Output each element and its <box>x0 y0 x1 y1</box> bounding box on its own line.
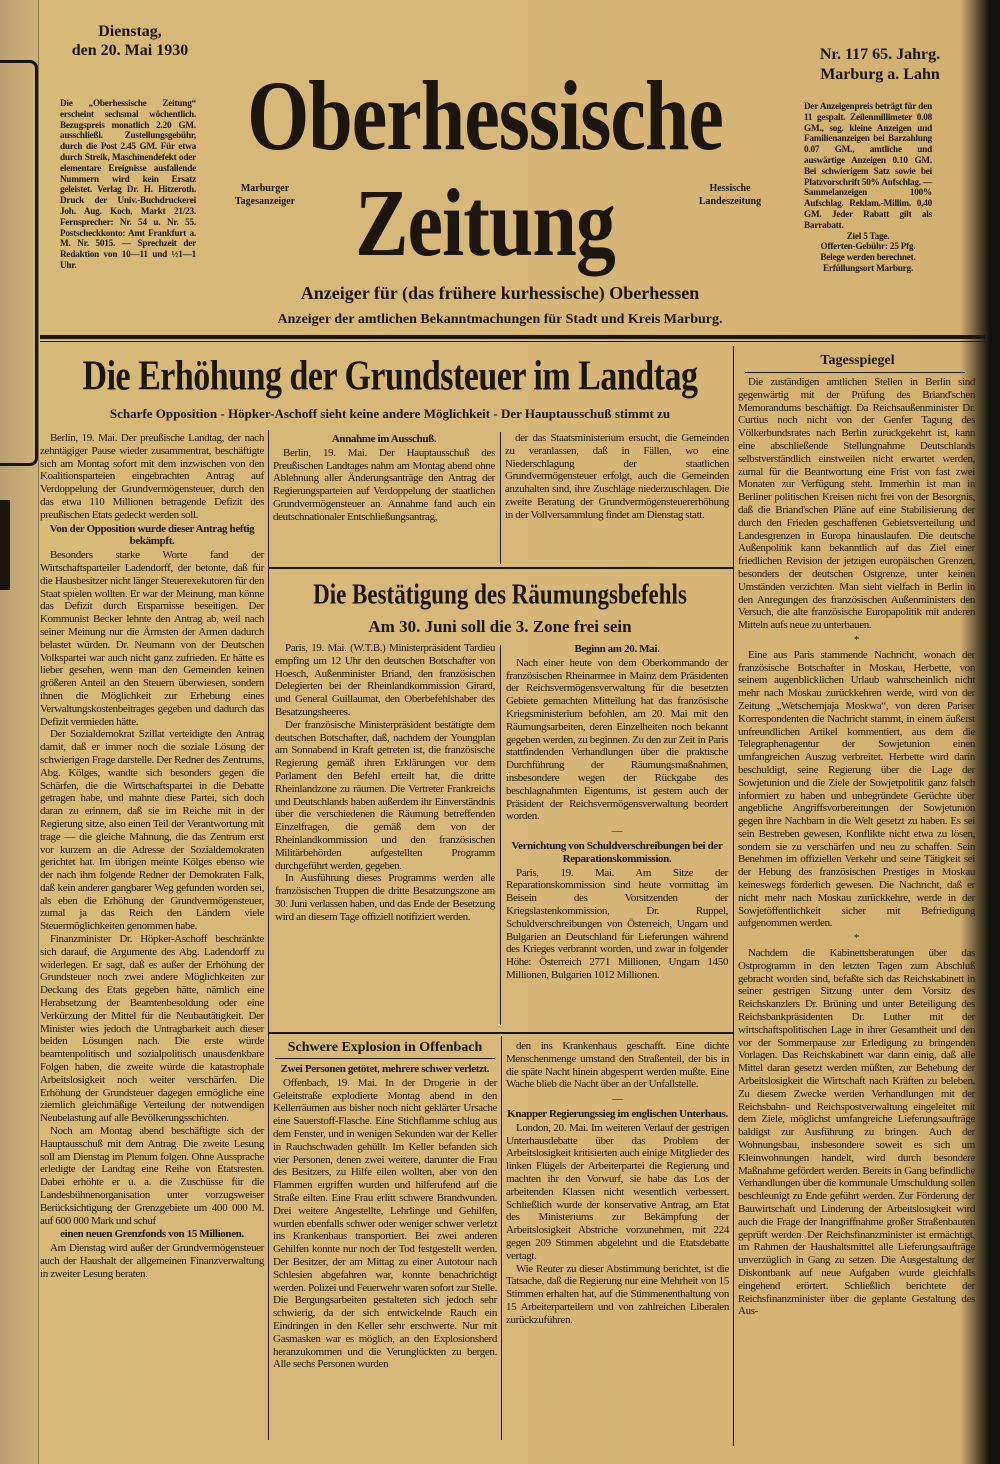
tagesspiegel-underline <box>745 372 965 373</box>
newspaper-title-line1: Oberhessische <box>247 61 723 172</box>
lead-article-col3 <box>505 432 729 522</box>
article-paragraph: Nach einer heute von dem Oberkommando der französischen Rheinarmee in Mainz dem Präsidenten der Reichsvermögensverwaltung für die besetzten Gebiete gemachten Mitteilung hat das französische Kriegsministerium befohlen, am 20. Mai mit den Räumungsarbeiten, deren Einzelheiten noch bekannt gegeben werden, zu beginnen. Zu den zur Zeit in Paris stattfindenden Verhandlungen über die praktische Durchführung der Räumungsmaßnahmen, insbesondere wegen der Rückgabe des beschlagnahmten Eigentums, ist gestern auch der Präsident der Reichsvermögensverwaltung beordert worden. <box>506 656 728 823</box>
subtitle-official: Anzeiger der amtlichen Bekanntmachungen für Stadt und Kreis Marburg. <box>277 312 723 327</box>
ad-rates: Der Anzeigenpreis beträgt für den 11 gespalt. Zeilenmillimeter 0.08 GM., sog. kleine Anzeigen und Familienanzeigen bei Barzahlung 0.07 GM., amtliche und auswärtige Anzeigen 0.10 GM. Bei schwierigem Satz sowie bei Platzvorschrift 50% Aufschlag. — Sammelanzeigen 100% Aufschlag. Reklam.-Millim. 0,40 GM. Jeder Rabatt gilt als Barrabatt. <box>804 101 932 230</box>
adjacent-page-mark <box>0 500 10 590</box>
subscription-info: Die „Oberhessische Zeitung“ erscheint sechsmal wöchentlich. Bezugspreis monatlich 2.20 GM. ausschließl. Zustellungsgebühr, durch die Post 2.45 GM. Für etwa durch Streik, Maschinendefekt oder elementare Ereignisse ausfallende Nummern wird kein Ersatz geleistet. Verlag Dr. H. Hitzeroth. Druck der Univ.-Buchdruckerei Joh. Aug. Koch, Markt 21/23. Fernsprecher: Nr. 54 u. Nr. 55. Postscheckkonto: Amt Frankfurt a. M. Nr. 5015. — Sprechzeit der Redaktion von 10—11 und ½1—1 Uhr. <box>60 98 196 270</box>
article-paragraph: Paris, 19. Mai. Am Sitze der Reparationskommission sind heute vormittag im Beisein des Vorsitzenden der Kriegslastenkommission, Dr. Ruppel, Schuldverschreibungen von Österreich, Ungarn und Bulgarien an Deutschland für Lieferungen während des Krieges verbrannt worden, und zwar in folgender Höhe: Österreich 2771 Millionen, Ungarn 1450 Millionen, Bulgarien 1012 Millionen. <box>506 866 728 981</box>
issue-date <box>60 22 200 60</box>
masthead-rule <box>40 335 985 339</box>
advertising-info <box>804 101 932 274</box>
article-paragraph: Offenbach, 19. Mai. In der Drogerie in der Geleitstraße explodierte Montag abend in den Kellerräumen aus bisher noch nicht geklärter Ursache eine Sauerstoff-Flasche. Eine Stichflamme schlug aus dem Fenster, und in wenigen Sekunden war der Keller in Rauchschwaden gehüllt. Im Keller befanden sich vier Personen, denen zwei weitere, darunter die Frau des Besitzers, zu Hilfe eilen wollten, aber von den Flammen ergriffen wurden und hilferufend auf die Straße eilten. Eine Frau erlitt schwere Brandwunden. Drei weitere Angestellte, Lehrlinge und Gehilfen, wurden ebenfalls schwer oder weniger schwer verletzt ins Krankenhaus transportiert. Bei zwei anderen Gehilfen konnte nur noch der Tod festgestellt werden. Der Besitzer, der am Mittag zu einer Autotour nach Schlesien abgefahren war, konnte benachrichtigt werden. Polizei und Feuerwehr waren sofort zur Stelle. Die Bergungsarbeiten gestalteten sich jedoch sehr schwierig, da der sich entwickelnde Rauch ein Eindringen in den Keller sehr erschwerte. Nur mit Gasmasken war es möglich, an den Explosionsherd heranzukommen und die Verunglückten zu bergen. Alle sechs Personen wurden <box>273 1076 497 1371</box>
place-of-performance: Erfüllungsort Marburg. <box>822 262 914 273</box>
adjacent-page-edge <box>0 0 39 1464</box>
tagesspiegel-column <box>738 376 975 1318</box>
article-paragraph: Noch am Montag abend beschäftigte sich der Hauptausschuß mit dem Antrag. Die zweite Lesung soll am Dienstag im Plenum folgen. Ohne Aussprache erledigte der Landtag eine Reihe von Etatsresten. Dabei erhöhte er u. a. die Zuschüsse für die Landesbühnenorganisation unter vorzugsweiser Berücksichtigung der Grenzgebiete um 400 000 M. auf 600 000 Mark und schuf <box>40 1125 264 1227</box>
article-paragraph: Nachdem die Kabinettsberatungen über das Ostprogramm in den letzten Tagen zum Abschluß gebracht worden sind, befaßte sich das Reichskabinett in seiner gestrigen Sitzung unter dem Vorsitz des Reichskanzlers Dr. Brüning und unter Beteiligung des Reichsbankpräsidenten Dr. Luther mit der wirtschaftspolitischen Lage in ihrer Gesamtheit und den vor der Sommerpause zur Erledigung zu bringenden Vorlagen. Das Reichskabinett war darin einig, daß alle Mittel daran gesetzt werden müßten, zur Behebung der Arbeitslosigkeit die Wirtschaft nach Kräften zu beleben. Zu diesem Zwecke werden Verhandlungen mit der Reichsbahn- und Reichspostverwaltung eingeleitet mit dem Ziele, möglichst umfangreiche Lieferungsaufträge baldigst zur Ausführung zu bringen. Auch der Wohnungsbau, insbesondere soweit es sich um Kleinwohnungen handelt, wird durch besondere Maßnahme gefördert werden. Bereits in Gang befindliche Verhandlungen über die kommunale Umschuldung sollen beschleunigt zu Ende geführt werden. Zur Förderung der Bauwirtschaft und Linderung der Arbeitslosigkeit wird auch die Frage der Inangriffnahme großer Straßenbauten geprüft werden. Der Reichsfinanzminister ist ermächtigt, im Rahmen der Haushaltsmittel alle Lieferungsaufträge unverzüglich in Gang zu setzen. Die Ausgestaltung der Diskontbank auf neue Aufgaben wurde gleichfalls eingehend erörtert. Schließlich berichtete der Reichsfinanzminister über die geplante Gestaltung des Aus- <box>738 947 975 1318</box>
adjacent-page-frame <box>0 60 38 466</box>
article-subheading: Zwei Personen getötet, mehrere schwer verletzt. <box>280 1063 490 1075</box>
issue-number: Nr. 117 65. Jahrg. <box>819 46 941 63</box>
subtitle: Anzeiger für (das frühere kurhessische) Oberhessen <box>300 283 700 303</box>
lead-article-col1 <box>40 432 264 1281</box>
explosion-article <box>273 1062 497 1371</box>
article-paragraph: Besonders starke Worte fand der Wirtschaftsparteiler Ladendorff, der betonte, daß für die Hausbesitzer nicht länger Steuerexekutoren für den Staat spielen wollten. Er war der Meinung, man könne das Defizit durch Ersparnisse beseitigen. Der Kommunist Becker lehnte den Antrag ab, weil nach seiner Meinung nur die Ärmsten der Armen dadurch belastet würden. Dr. Neumann von der Deutschen Volkspartei war auch nicht ganz zufrieden. Er hätte es lieber gesehen, wenn man den Gemeinden keinen größeren Anteil an den Steuern überwiesen, sondern ihnen die Möglichkeit zur Erhebung eines Verwaltungskostenbeitrages gegeben und dadurch das Defizit vermieden hätte. <box>40 549 264 728</box>
section-separator: * <box>853 932 860 945</box>
article-paragraph: Finanzminister Dr. Höpker-Aschoff beschränkte sich darauf, die Argumente des Abg. Ladendorff zu widerlegen. Er sagt, daß es außer der Erhöhung der Grundsteuer noch zwei andere Möglichkeiten zur Deckung des Etats gegeben hätte, nämlich eine Herabsetzung der Beamtenbesoldung oder eine Verkürzung der Mittel für die Neubautätigkeit. Der Minister wies jedoch die Untragbarkeit auch dieser beiden Lösungen nach. Die erste würde beamtenpolitisch und sozialpolitisch unausdenkbare Folgen haben, die zweite würde die katastrophale Arbeitslosigkeit noch weiter verschärfen. Die Erhöhung der Grundsteuer dagegen ermögliche eine ziemlich gleichmäßige Verteilung der notwendigen Neubelastung auf alle Bevölkerungsschichten. <box>40 933 264 1125</box>
article-subheading: Von der Opposition wurde dieser Antrag heftig bekämpft. <box>49 522 255 548</box>
article-paragraph: Paris, 19. Mai. (W.T.B.) Ministerpräsident Tardieu empfing um 12 Uhr den deutschen Botschafter von Hoesch, Außenminister Briand, den französischen Delegierten bei der Rheinlandkommission Girard, und General Guillaumat, den Oberbefehlshaber des Besatzungsheeres. <box>275 642 495 718</box>
masthead-rule-thin <box>40 341 985 342</box>
article-paragraph: Der Sozialdemokrat Szillat verteidigte den Antrag damit, daß er immer noch die soziale Lösung der schwierigen Frage darstelle. Der Redner des Zentrums, Abg. Kölges, wandte sich besonders gegen die Schärfen, die die Wirtschaftspartei in die Debatte getragen habe, und mahnte diese Partei, sich doch daran zu erinnern, daß sie im Reiche mit in der Regierung sitze, also einen Teil der Verantwortung mit trage — die gleiche Mahnung, die das Zentrum erst vor kurzem an die Adresse der Sozialdemokraten gerichtet hat. Im übrigen meinte Kölges ebenso wie der nach ihm folgende Redner der Demokraten Falk, daß kein anderer gangbarer Weg gefunden worden sei, als eben die Erhöhung der Grundvermögensteuer, zumal ja das Reich den Ländern viele Steuermöglichkeiten genommen habe. <box>40 728 264 933</box>
lead-headline: Die Erhöhung der Grundsteuer im Landtag <box>82 353 698 400</box>
box-rule-bottom <box>268 1032 733 1034</box>
section-separator: — <box>611 825 623 838</box>
section-separator: — <box>612 1093 623 1106</box>
article-paragraph: der das Staatsministerium ersucht, die Gemeinden zu veranlassen, daß in Fällen, wo eine Niederschlagung der staatlichen Grundvermögensteuer erfolgt, auch die Gemeinden anzuhalten sind, ihre Zuschläge niederzuschlagen. Die zweite Beratung der Grundvermögensteuererhöhung in der Vollversammlung findet am Dienstag statt. <box>505 432 729 521</box>
article-paragraph: Berlin, 19. Mai. Der Hauptausschuß des Preußischen Landtages nahm am Montag abend ohne Ablehnung aller Änderungsanträge den Antrag der Regierungsparteien auf Verdoppelung der staatlichen Grundvermögensteuer an. Annahme fand auch ein deutschnationaler Entschließungsantrag, <box>273 446 495 523</box>
article-paragraph: In Ausführung dieses Programms werden alle französischen Truppen die dritte Besatzungszone am 30. Juni verlassen haben, und das Ende der Besetzung wird an diesem Tage offiziell notifiziert werden. <box>275 872 495 923</box>
article-paragraph: den ins Krankenhaus geschafft. Eine dichte Menschenmenge umstand den Straßenteil, der bis in die späte Nacht hinein abgesperrt werden mußte. Eine Wache blieb die Nacht über an der Unfallstelle. <box>506 1040 729 1091</box>
box-rule-top <box>268 567 733 569</box>
raeumung-col-right <box>506 642 728 982</box>
publication-place: Marburg a. Lahn <box>820 66 940 83</box>
raeumung-col-left <box>275 642 495 924</box>
date: den 20. Mai 1930 <box>71 42 189 59</box>
article-paragraph: Wie Reuter zu dieser Abstimmung berichtet, ist die Tatsache, daß die Regierung nur eine Mehrheit von 15 Stimmen erhalten hat, auf die Stimmenenthaltung von 15 Arbeiterparteilern und von zahlreichen Liberalen zurückzuführen. <box>506 1262 729 1326</box>
lead-article-col2 <box>273 432 495 524</box>
article-paragraph: London, 20. Mai. Im weiteren Verlauf der gestrigen Unterhausdebatte über das Problem der Arbeitslosigkeit kritisierten auch einige Mitglieder des linken Flügels der Arbeiterpartei die Regierung und machten ihr den Vorwurf, sie habe das Los der arbeitenden Klassen nicht wesentlich verbessert. Schließlich wurde der konservative Antrag, am Etat des Ministeriums zur Bekämpfung der Arbeitslosigkeit Abstriche vorzunehmen, mit 224 gegen 209 Stimmen abgelehnt und die Etatsdebatte vertagt. <box>506 1121 729 1262</box>
raeumung-subheadline: Am 30. Juni soll die 3. Zone frei sein <box>368 617 632 636</box>
article-subheading: Beginn am 20. Mai. <box>574 643 660 655</box>
article-paragraph: Eine aus Paris stammende Nachricht, wonach der französische Botschafter in Moskau, Herbette, von seinem augenblicklichen Urlaub wahrscheinlich nicht mehr nach Moskau zurückkehren werde, wird von der Zeitung „Wetschernjaja Moskwa“, von deren Pariser Korrespondenten die Nachricht stammt, in einem äußerst unfreundlichen Artikel kommentiert, aus dem die Telegraphenagentur der Sowjetunion einen umfangreichen Auszug verbreitet. Herbette wird darin beschuldigt, seine Regierung über die Lage der Sowjetunion und die Ziele der Sowjetpolitik ganz falsch informiert zu haben und unbegründete Gerüchte über angebliche Angriffsvorbereitungen der Sowjetunion gegen ihre Nachbarn in die Welt gesetzt zu haben. Es sei sein Bestreben gewesen, Konflikte nicht etwa zu lösen, sondern sie zu verschärfen und neu zu schaffen. Sein Benehmen im offiziellen Verkehr und seine Tätigkeit sei der Hebung des französischen Prestiges in Moskau keineswegs förderlich gewesen. Die Nachricht, daß er nicht mehr nach Moskau zurückkehre, werde in der Sowjetöffentlichkeit sicher mit Befriedigung aufgenommen werden. <box>738 648 975 930</box>
explosion-headline: Schwere Explosion in Offenbach <box>275 1039 495 1059</box>
voucher-note: Belege werden berechnet. <box>820 252 916 263</box>
payment-terms: Ziel 5 Tage. <box>846 230 890 241</box>
lead-subheadline: Scharfe Opposition - Höpker-Aschoff sieht keine andere Möglichkeit - Der Hauptausschuß stimmt zu <box>109 406 671 421</box>
side-label-left: Marburger Tagesanzeiger <box>234 183 296 207</box>
article-paragraph: Berlin, 19. Mai. Der preußische Landtag, der nach zehntägiger Pause wieder zusammentrat, beschäftigte sich am Montag sofort mit dem inzwischen von den Koalitionsparteien eingebrachten Antrag auf Verdoppelung der Grundvermögensteuer, durch den das etwa 110 Millionen betragende Defizit des preußischen Etats gedeckt werden soll. <box>40 432 264 521</box>
tagesspiegel-title: Tagesspiegel <box>820 353 895 368</box>
article-subheading: Vernichtung von Schuldverschreibungen bei der Reparationskommission. <box>511 839 723 865</box>
article-paragraph: Am Dienstag wird außer der Grundvermögensteuer auch der Haushalt der allgemeinen Finanzverwaltung in zweiter Lesung beraten. <box>40 1242 264 1280</box>
article-paragraph: Der französische Ministerpräsident bestätigte dem deutschen Botschafter, daß, nachdem der Youngplan am Sonnabend in Kraft getreten ist, die französische Regierung gemäß ihren Erklärungen vor dem Parlament den Befehl erteilt hat, die dritte Rheinlandzone zu räumen. Die Vertreter Frankreichs und Deutschlands haben außerdem ihr Einverständnis über die verschiedenen die Räumung betreffenden Einzelfragen, die gemäß dem von der Rheinlandkommission und den französischen Militärbehörden aufgestellten Programm durchgeführt werden, gegeben. <box>275 718 495 872</box>
unterhaus-article <box>506 1040 729 1327</box>
side-label-right: Hessische Landeszeitung <box>698 183 762 207</box>
column-divider <box>733 346 734 1446</box>
article-subheading: Knapper Regierungssieg im englischen Unterhaus. <box>507 1107 728 1120</box>
column-divider <box>500 432 501 564</box>
article-subheading: Annahme im Ausschuß. <box>331 433 437 445</box>
article-paragraph: Die zuständigen amtlichen Stellen in Berlin sind gegenwärtig mit der Prüfung des Briand'schen Memorandums beschäftigt. Da Reichsaußenminister Dr. Curtius noch nicht von der Genfer Tagung des Völkerbundsrates nach Berlin zurückgekehrt ist, kann eine abschließende Stellungnahme Deutschlands selbstverständlich einstweilen nicht erwartet werden, zumal für die Beantwortung eine Frist von fast zwei Monaten zur Verfügung steht. Immerhin ist man in Berliner politischen Kreisen nicht frei von der Besorgnis, daß die Briand'schen Pläne auf eine Stabilisierung der durch den Frieden geschaffenen Gebietsverteilung und Landesgrenzen in Europa hinauslaufen. Die deutsche Außenpolitik kann bekanntlich auf das Ziel einer friedlichen Revision der jetzigen europäischen Grenzen, besonders der deutschen Ostgrenze, unter keinen Umständen verzichten. Man sieht vielfach in Berlin in den Anregungen des französischen Außenministers den Versuch, die alte französische Europapolitik mit anderen Mitteln aufs neue zu unterbauen. <box>738 376 975 632</box>
raeumung-headline: Die Bestätigung des Räumungsbefehls <box>313 578 687 610</box>
column-divider <box>268 430 269 1440</box>
column-divider <box>501 1036 502 1440</box>
issue-number-block <box>800 45 960 85</box>
weekday: Dienstag, <box>98 23 162 40</box>
section-separator: * <box>853 633 860 646</box>
column-divider <box>500 645 501 1025</box>
offer-fee: Offerten-Gebühr: 25 Pfg. <box>820 241 916 252</box>
article-subheading: einen neuen Grenzfonds von 15 Millionen. <box>60 1228 244 1241</box>
newspaper-title-line2: Zeitung <box>355 171 615 277</box>
